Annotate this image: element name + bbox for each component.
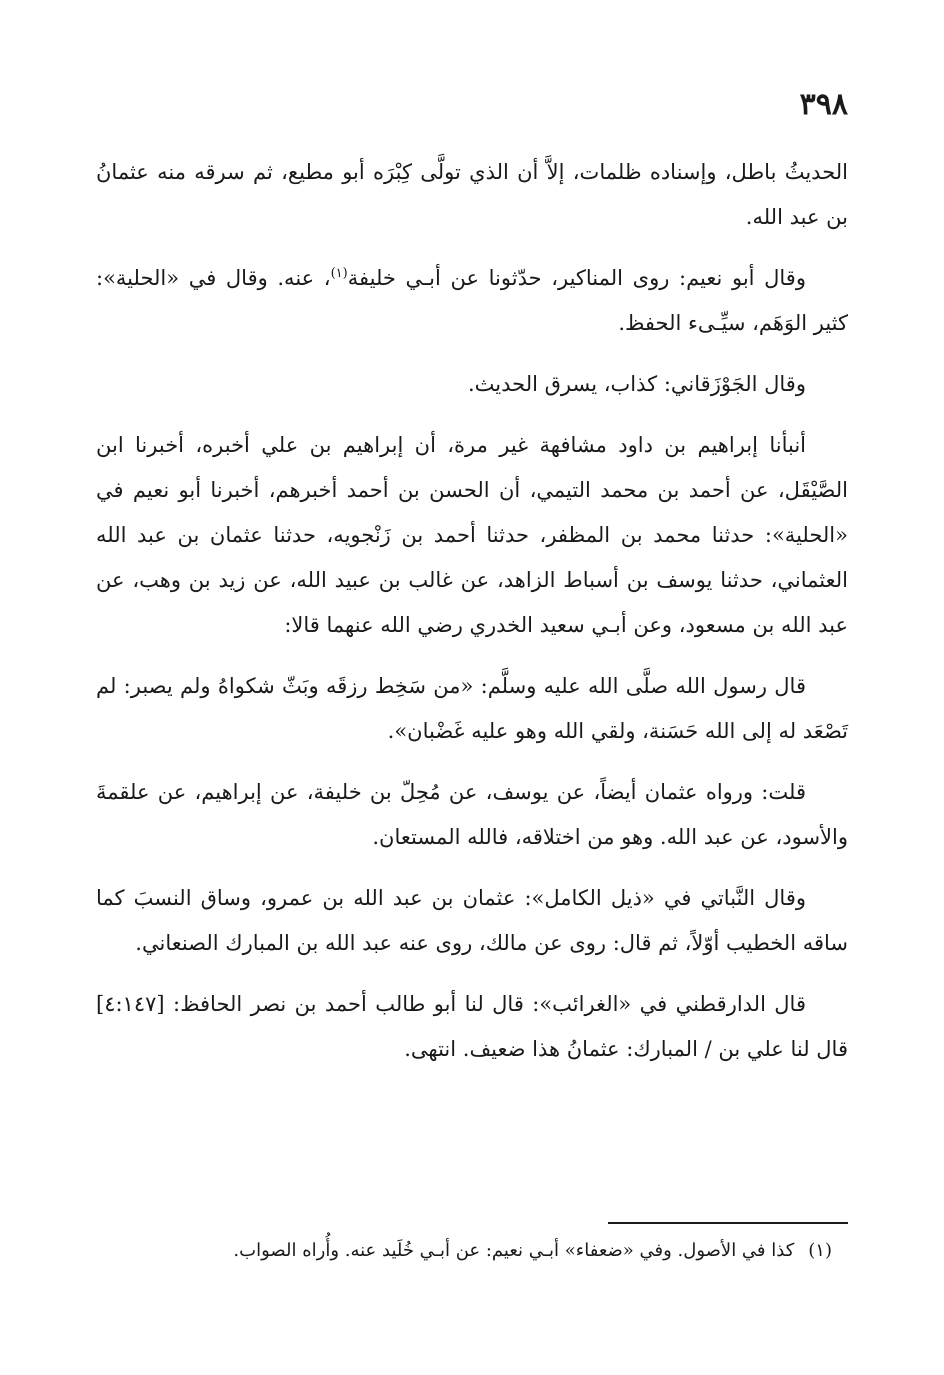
footnote-number: (١) <box>808 1240 832 1261</box>
footnote-divider <box>608 1222 848 1224</box>
paragraph-5: قال رسول الله صلَّى الله عليه وسلَّم: «من سَخِط رزقَه وبَثّ شكواهُ ولم يصبر: لم تَصْعَد له إلى الله حَسَنة، ولقي الله وهو عليه غَضْبان». <box>96 674 848 743</box>
footnote-text: كذا في الأصول. وفي «ضعفاء» أبـي نعيم: عن أبـي خُلَيد عنه. وأُراه الصواب. <box>233 1240 795 1261</box>
paragraph-1: الحديثُ باطل، وإسناده ظلمات، إلاَّ أن الذي تولَّى كِبْرَه أبو مطيع، ثم سرقه منه عثمانُ بن عبد الله. <box>96 160 848 229</box>
page-number: ٣٩٨ <box>799 87 848 122</box>
footnote <box>96 1236 832 1266</box>
paragraph-7: وقال النَّباتي في «ذيل الكامل»: عثمان بن عبد الله بن عمرو، وساق النسبَ كما ساقه الخطيب أوّلاً، ثم قال: روى عن مالك، روى عنه عبد الله بن المبارك الصنعاني. <box>96 886 848 955</box>
paragraph-8-text-after: قال لنا علي بن / المبارك: عثمانُ هذا ضعيف. انتهى. <box>404 1037 848 1061</box>
paragraph-6: قلت: ورواه عثمان أيضاً، عن يوسف، عن مُحِلّ بن خليفة، عن إبراهيم، عن علقمةَ والأسود، عن عبد الله. وهو من اختلاقه، فالله المستعان. <box>96 780 848 849</box>
paragraph-2-text-before: وقال أبو نعيم: روى المناكير، حدّثونا عن أبـي خليفة <box>347 266 806 290</box>
paragraph-2 <box>96 256 848 346</box>
paragraph-2-text-after: ، عنه. وقال في «الحلية»: كثير الوَهَم، سيِّـىء الحفظ. <box>96 266 848 335</box>
main-text <box>96 150 848 1088</box>
paragraph-3: وقال الجَوْزَقاني: كذاب، يسرق الحديث. <box>468 372 806 396</box>
paragraph-4: أنبأنا إبراهيم بن داود مشافهة غير مرة، أن إبراهيم بن علي أخبره، أخبرنا ابن الصَّيْقَل، عن أحمد بن محمد التيمي، أن الحسن بن أحمد أخبرهم، أخبرنا أبو نعيم في «الحلية»: حدثنا محمد بن المظفر، حدثنا أحمد بن زَنْجويه، حدثنا عثمان بن عبد الله العثماني، حدثنا يوسف بن أسباط الزاهد، عن غالب بن عبيد الله، عن زيد بن وهب، عن عبد الله بن مسعود، وعن أبـي سعيد الخدري رضي الله عنهما قالا: <box>96 433 848 637</box>
paragraph-8-text-before: قال الدارقطني في «الغرائب»: قال لنا أبو طالب أحمد بن نصر الحافظ: <box>164 992 806 1016</box>
footnote-marker[interactable]: (١) <box>330 266 348 281</box>
volume-page-reference: [٤:١٤٧] <box>96 992 165 1016</box>
paragraph-8 <box>96 982 848 1072</box>
